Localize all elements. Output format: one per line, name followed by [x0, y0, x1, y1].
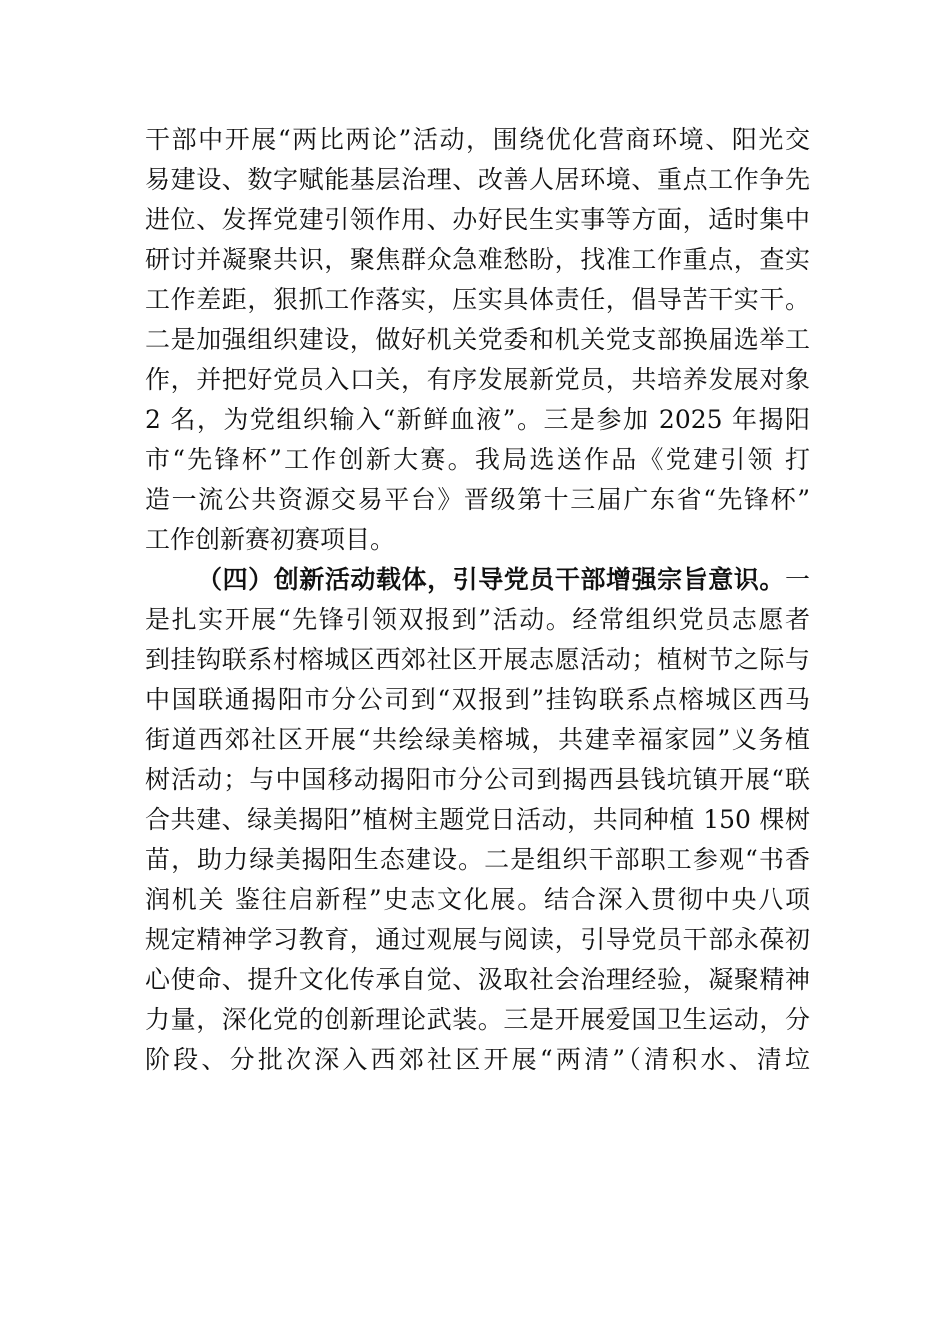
text-line: 树活动；与中国移动揭阳市分公司到揭西县钱坑镇开展“联: [145, 765, 810, 794]
text-line: 工作差距，狠抓工作落实，压实具体责任，倡导苦干实干。: [145, 285, 810, 314]
section-heading: （四）创新活动载体，引导党员干部增强宗旨意识。: [197, 565, 785, 594]
text-line: 力量，深化党的创新理论武装。三是开展爱国卫生运动，分: [145, 1005, 810, 1034]
text-line: 易建设、数字赋能基层治理、改善人居环境、重点工作争先: [145, 165, 810, 194]
text-line: 苗，助力绿美揭阳生态建设。二是组织干部职工参观“书香: [145, 845, 810, 874]
text-line: 进位、发挥党建引领作用、办好民生实事等方面，适时集中: [145, 205, 810, 234]
text-line: 研讨并凝聚共识，聚焦群众急难愁盼，找准工作重点，查实: [145, 245, 810, 274]
text-line: 阶段、分批次深入西郊社区开展“两清”（清积水、清垃: [145, 1045, 810, 1074]
body-text: [145, 120, 810, 1080]
text-line: 是扎实开展“先锋引领双报到”活动。经常组织党员志愿者: [145, 605, 810, 634]
text-line: 干部中开展“两比两论”活动，围绕优化营商环境、阳光交: [145, 125, 810, 154]
text-line: 造一流公共资源交易平台》晋级第十三届广东省“先锋杯”: [145, 485, 810, 514]
text-line: 工作创新赛初赛项目。: [145, 525, 396, 554]
text-line: 规定精神学习教育，通过观展与阅读，引导党员干部永葆初: [145, 925, 810, 954]
text-line: 市“先锋杯”工作创新大赛。我局选送作品《党建引领 打: [145, 445, 810, 474]
text-line: 街道西郊社区开展“共绘绿美榕城，共建幸福家园”义务植: [145, 725, 810, 754]
text-line: 润机关 鉴往启新程”史志文化展。结合深入贯彻中央八项: [145, 885, 810, 914]
section-heading-line: [145, 560, 810, 600]
text-line: 2 名，为党组织输入“新鲜血液”。三是参加 2025 年揭阳: [145, 405, 810, 434]
text-line: 心使命、提升文化传承自觉、汲取社会治理经验，凝聚精神: [145, 965, 810, 994]
text-fragment: 一: [784, 565, 810, 594]
text-line: 到挂钩联系村榕城区西郊社区开展志愿活动；植树节之际与: [145, 645, 810, 674]
text-line: 二是加强组织建设，做好机关党委和机关党支部换届选举工: [145, 325, 810, 354]
text-line: 中国联通揭阳市分公司到“双报到”挂钩联系点榕城区西马: [145, 685, 810, 714]
text-line: 合共建、绿美揭阳”植树主题党日活动，共同种植 150 棵树: [145, 805, 810, 834]
text-line: 作，并把好党员入口关，有序发展新党员，共培养发展对象: [145, 365, 810, 394]
